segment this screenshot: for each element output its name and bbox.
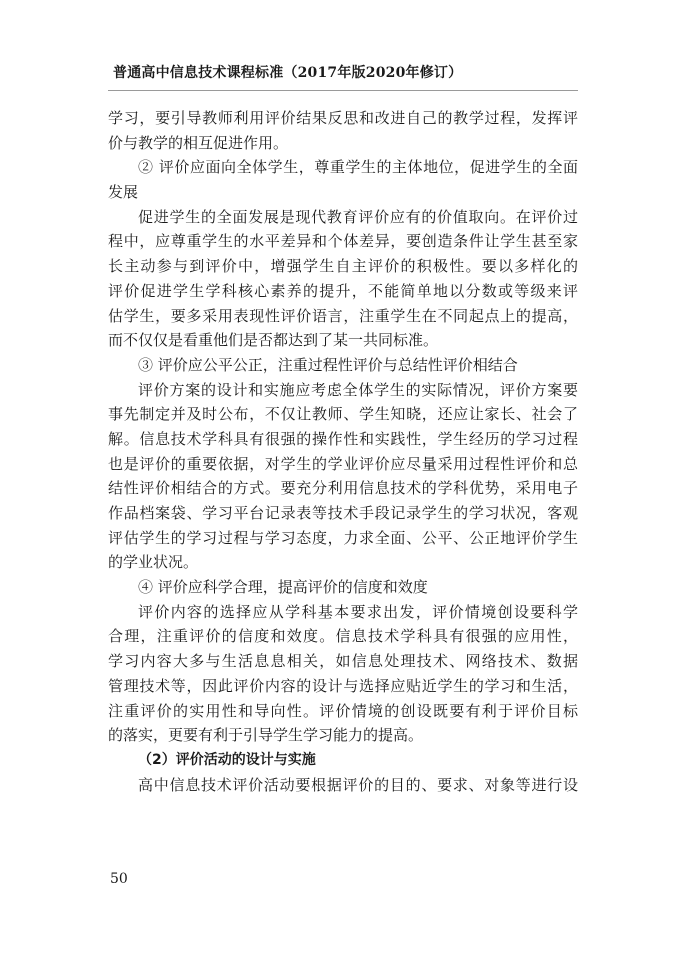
subheading-line: ③ 评价应公平公正，注重过程性评价与总结性评价相结合	[138, 355, 518, 374]
subheading-line: ④ 评价应科学合理，提高评价的信度和效度	[138, 578, 428, 597]
text-line: 作品档案袋、学习平台记录表等技术手段记录学生的学习状况，客观	[108, 504, 578, 522]
text-line: 事先制定并及时公布，不仅让教师、学生知晓，还应让家长、社会了	[108, 405, 578, 424]
subheading-line: 发展	[108, 183, 139, 202]
text-line: 学习，要引导教师利用评价结果反思和改进自己的教学过程，发挥评	[108, 109, 578, 127]
text-line: 价与教学的相互促进作用。	[108, 133, 289, 152]
body-text	[108, 106, 578, 797]
text-line: 的落实，更要有利于引导学生学习能力的提高。	[108, 726, 424, 745]
text-line: 的学业状况。	[108, 553, 199, 572]
text-line: 高中信息技术评价活动要根据评价的目的、要求、对象等进行设	[138, 775, 578, 794]
text-line: 程中，应尊重学生的水平差异和个体差异，要创造条件让学生甚至家	[108, 232, 578, 251]
text-line: 促进学生的全面发展是现代教育评价应有的价值取向。在评价过	[138, 207, 578, 226]
text-line: 长主动参与到评价中，增强学生自主评价的积极性。要以多样化的	[108, 257, 578, 276]
text-line: 评价促进学生学科核心素养的提升，不能简单地以分数或等级来评	[108, 281, 578, 300]
subheading-line: ② 评价应面向全体学生，尊重学生的主体地位，促进学生的全面	[138, 158, 578, 177]
text-line: 评价内容的选择应从学科基本要求出发，评价情境创设要科学	[138, 602, 578, 621]
text-line: 注重评价的实用性和导向性。评价情境的创设既要有利于评价目标	[108, 701, 578, 720]
text-line: 管理技术等，因此评价内容的设计与选择应贴近学生的学习和生活，	[108, 676, 578, 695]
header-rule	[108, 90, 578, 91]
text-line: 合理，注重评价的信度和效度。信息技术学科具有很强的应用性，	[108, 627, 578, 646]
text-line: 而不仅仅是看重他们是否都达到了某一共同标准。	[108, 331, 439, 350]
text-line: 评价方案的设计和实施应考虑全体学生的实际情况，评价方案要	[138, 380, 578, 399]
text-line: 学习内容大多与生活息息相关，如信息处理技术、网络技术、数据	[108, 652, 578, 671]
page-number: 50	[110, 871, 128, 887]
text-line: 评估学生的学习过程与学习态度，力求全面、公平、公正地评价学生	[108, 528, 578, 547]
section-heading: （2）评价活动的设计与实施	[138, 751, 316, 768]
text-line: 结性评价相结合的方式。要充分利用信息技术的学科优势，采用电子	[108, 479, 578, 498]
text-line: 估学生，要多采用表现性评价语言，注重学生在不同起点上的提高，	[108, 306, 578, 325]
running-header: 普通高中信息技术课程标准（2017年版2020年修订）	[113, 65, 463, 81]
text-line: 解。信息技术学科具有很强的操作性和实践性，学生经历的学习过程	[108, 429, 578, 448]
text-line: 也是评价的重要依据，对学生的学业评价应尽量采用过程性评价和总	[108, 454, 578, 473]
